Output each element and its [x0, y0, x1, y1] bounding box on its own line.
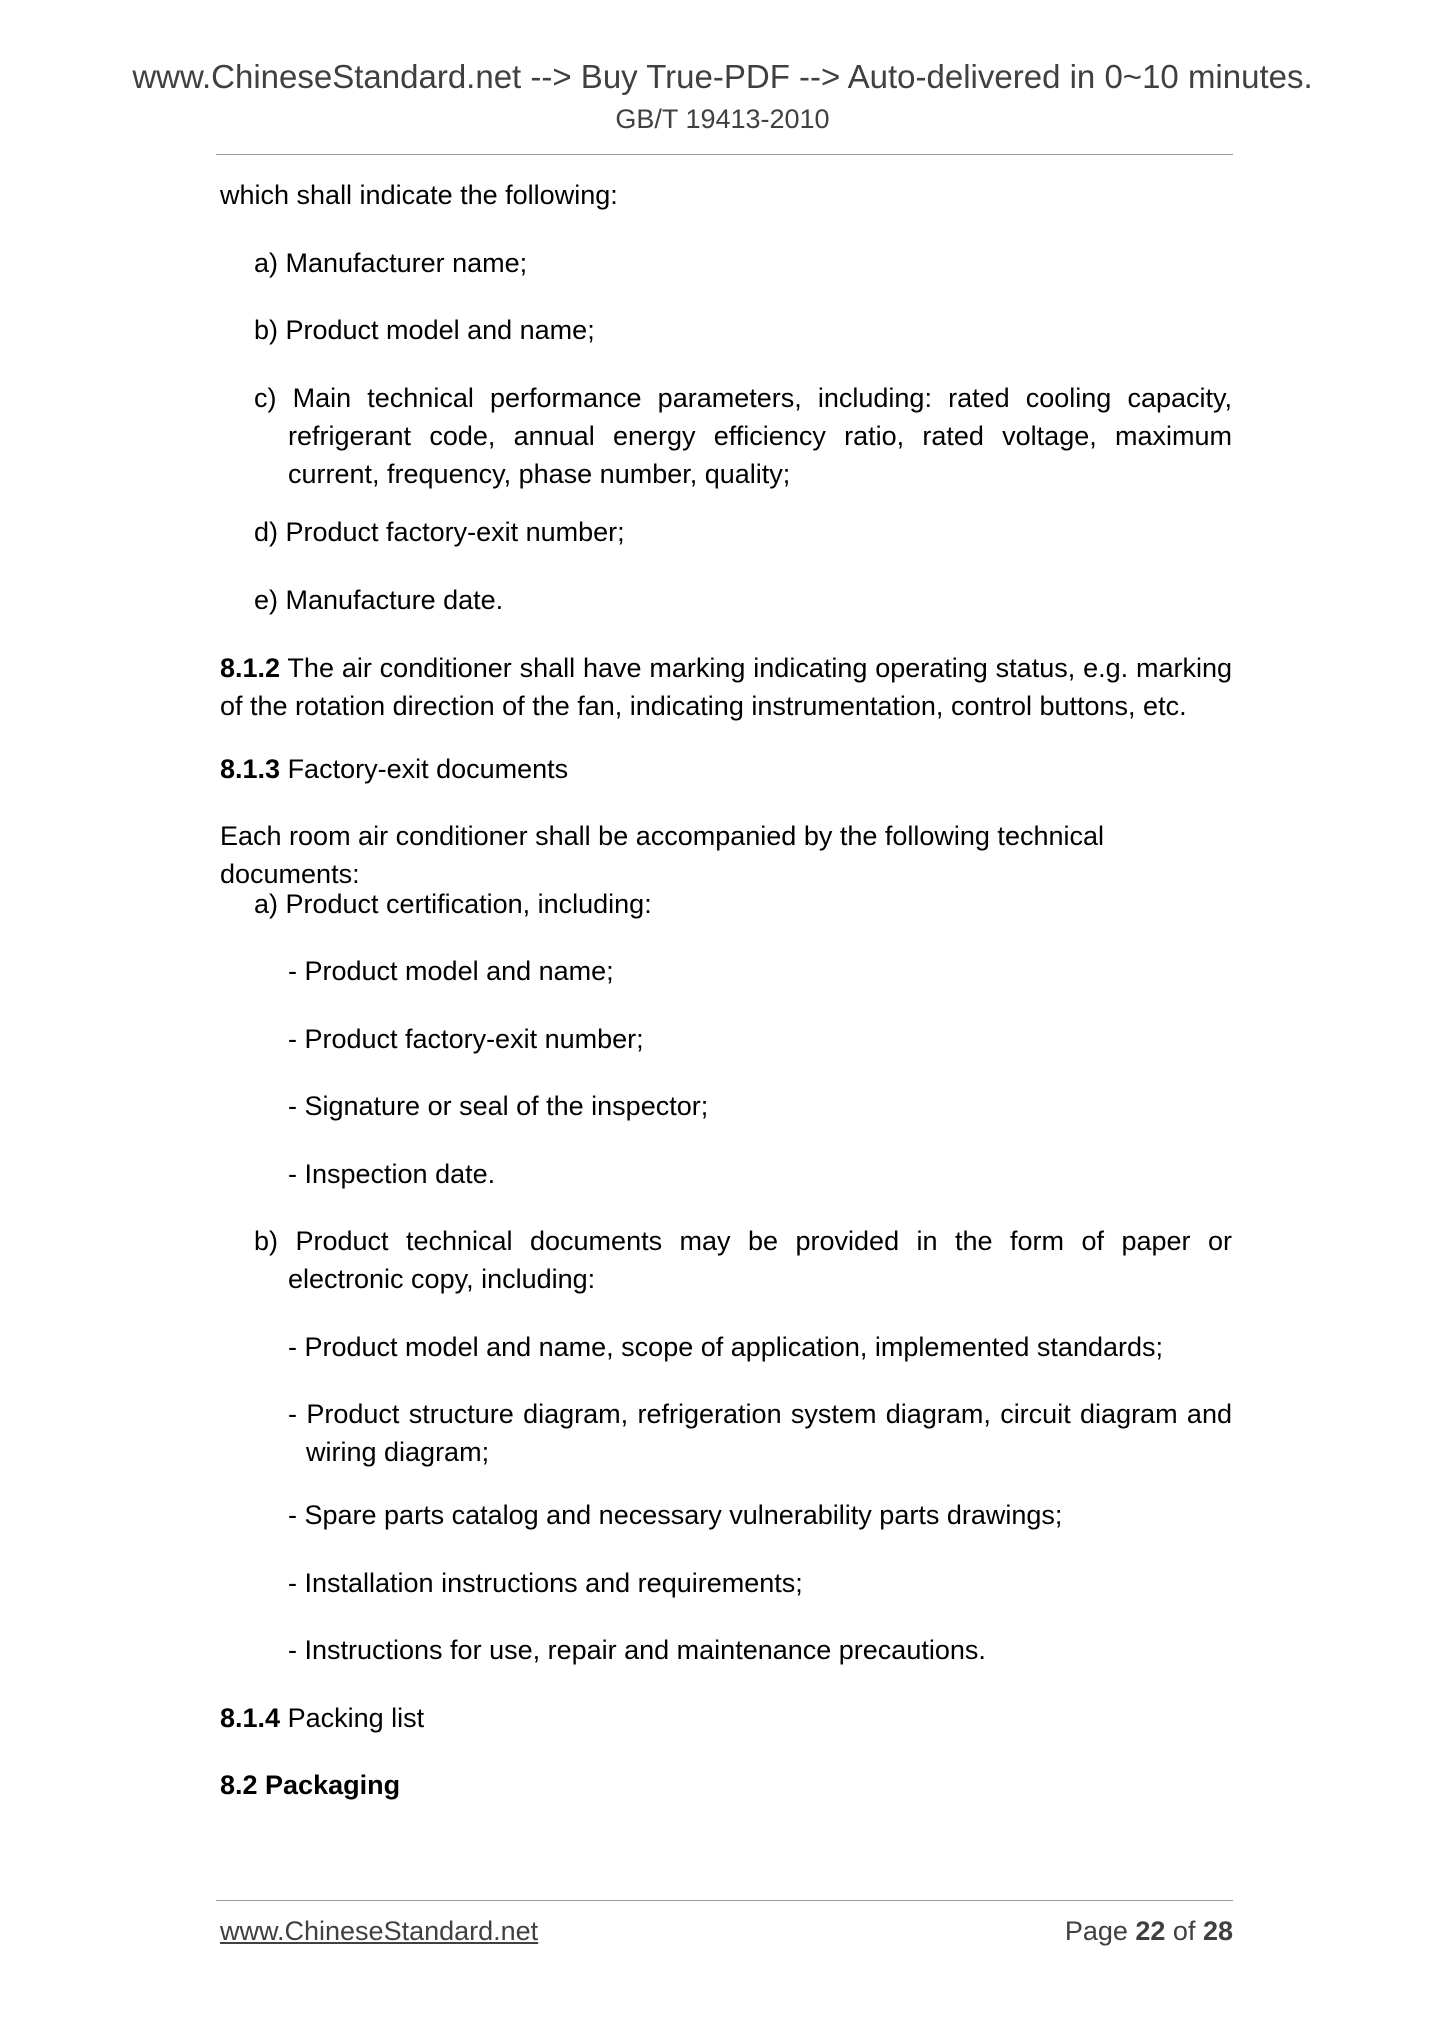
clause-8-1-3 [220, 750, 1232, 788]
list-item: - Instructions for use, repair and maintenance precautions. [288, 1635, 986, 1665]
clause-text: The air conditioner shall have marking indicating operating status, e.g. marking of the rotation direction of the fan, indicating instrumentation, control buttons, etc. [220, 653, 1232, 721]
list-item: - Signature or seal of the inspector; [288, 1091, 709, 1121]
tech-title: b) Product technical documents may be provided in the form of paper or electronic copy, including: [254, 1226, 1232, 1294]
page-current: 22 [1135, 1916, 1166, 1946]
intro-text: which shall indicate the following: [220, 180, 618, 210]
page-total: 28 [1202, 1916, 1233, 1946]
list-item: - Product factory-exit number; [288, 1024, 644, 1054]
list-item: - Installation instructions and requirements; [288, 1568, 803, 1598]
header-banner: www.ChineseStandard.net --> Buy True-PDF --> Auto-delivered in 0~10 minutes. [132, 58, 1313, 95]
clause-text: Packing list [280, 1703, 425, 1733]
section-heading: 8.2 Packaging [220, 1770, 401, 1800]
clause-number: 8.1.2 [220, 653, 281, 683]
list-item: - Spare parts catalog and necessary vulnerability parts drawings; [288, 1500, 1063, 1530]
list-item: - Product model and name; [288, 956, 614, 986]
clause-number: 8.1.3 [220, 754, 281, 784]
cert-title: a) Product certification, including: [254, 889, 652, 919]
list-item: b) Product model and name; [254, 315, 595, 345]
list-item: e) Manufacture date. [254, 585, 504, 615]
list-item: a) Manufacturer name; [254, 248, 528, 278]
list-item: - Product model and name, scope of application, implemented standards; [288, 1332, 1163, 1362]
page-number: Page 22 of 28 [1064, 1916, 1233, 1946]
clause-number: 8.1.4 [220, 1703, 281, 1733]
document-code: GB/T 19413-2010 [615, 104, 830, 134]
list-item: - Inspection date. [288, 1159, 496, 1189]
clause-8-1-4 [220, 1699, 1232, 1737]
list-item: d) Product factory-exit number; [254, 517, 625, 547]
header-divider [216, 154, 1233, 155]
footer-divider [216, 1900, 1233, 1901]
list-item: c) Main technical performance parameters, including: rated cooling capacity, refrigerant code, annual energy efficiency ratio, rated voltage, maximum current, frequency, phase number, quality; [254, 383, 1232, 489]
footer-site-link[interactable]: www.ChineseStandard.net [220, 1916, 539, 1946]
list-item: - Product structure diagram, refrigeration system diagram, circuit diagram and wiring diagram; [288, 1399, 1232, 1467]
clause-text: Factory-exit documents [280, 754, 569, 784]
clause-8-1-2 [220, 649, 1232, 725]
docs-intro: Each room air conditioner shall be accompanied by the following technical documents: [220, 821, 1104, 889]
